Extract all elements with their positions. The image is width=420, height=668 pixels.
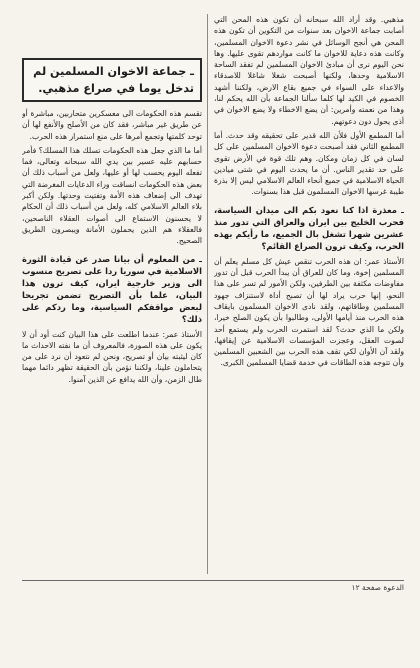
footer-rule (22, 580, 404, 581)
paragraph: مذهبي. وقد أراد الله سبحانه أن تكون هذه المحن التي أصابت جماعة الاخوان بعد سنوات من التكوين أن تكون هذه المحن هي أنجح الوسائل في نشر دعوة الاخوان المسلمين، وكانت هذه دعاية للاخوان ما كانت مواردهم تقوى عليها. وها نحن اليوم نرى أن مبادئ الاخوان المسلمين لم تفقد الساحة الاسلامية وحدها، ولكنها أصبحت شغلا شاغلا للاصدقاء والاعداء على السواء في جميع بقاع الارض، ولكننا أشهد الخصوم في الكيد لها كلما سألنا الجماعة بأن الله يحكم لنا، وهذا من نعمته وأمرين: أن يضع الاخطاء ولا يضع الاخوان في أذى يحول دون دعوتهم. (214, 15, 404, 126)
interview-question: ـ من المعلوم أن بيانا صدر عن قيادة الثورة الاسلامية في سوريا ردا على تصريح منسوب الى وزير خارجية ايران، كيف ترون هذا البيان، علما بأن التصريح تضمن تجريحا لبعض مواقفكم السياسية، وما ردكم على ذلك؟ (22, 253, 202, 324)
footer-label: الدعوة صفحة ١٢ (351, 583, 404, 592)
interview-answer: الأستاذ عمر: ان هذه الحرب تنقص عيش كل مسلم يعلم أن المسلمين إخوة، وما كان للعراق أن يبدأ الحرب قبل أن تدور مفاوضات مكثفة بين الطرفين، ولكن الأمور لم تسر على هذا النحو، إنها حرب يراد لها أن تصبح أداة لاستنزاف جهود المسلمين وطاقاتهم، ولقد نادى الاخوان المسلمون بايقاف هذه الحرب منذ أيامها الأولى، وطالبوا بأن يكون الصلح خيرا، ولكن ما الذي حدث؟ لقد استمرت الحرب ولم يستمع أحد لصوت العقل، وعجزت المؤسسات الاسلامية عن إيقافها، ولقد آن الأوان لكي تقف هذه الحرب بين الشعبين المسلمين وأن تتوجه هذه الطاقات في خدمة قضايا المسلمين الكبرى. (214, 256, 404, 368)
paragraph: أما المطمع الأول فلأن الله قدير على تحقيقه وقد حدث. أما المطمع الثاني فقد أصبحت دعوة الاخوان المسلمين على كل لسان في كل زمان ومكان. وهم تلك قوة في الأرض تقوى على حد تقدير الناس. أن ما يحدث اليوم في شتى ميادين الحياة الاسلامية في جميع أنحاء العالم الاسلامي ليس إلا بذرة طيبة غرسها الاخوان المسلمون قبل هذا بسنوات. (214, 130, 404, 197)
column-divider (207, 14, 208, 574)
page-title: ـ جماعة الاخوان المسلمين لم تدخل يوما في صراع مذهبي. (22, 58, 202, 102)
interview-answer: الأستاذ عمر: عندما اطلعت على هذا البيان كنت أود أن لا يكون على هذه الصورة، فالمعروف أن ما نفته الاحداث ما كان ليثبته بيان أو تصريح، ونحن لم نتعود أن نرد على من يتحاملون علينا، ولكننا نؤمن بأن الحقيقة تظهر دائما مهما طال الزمن، وأن الله يدافع عن الذين آمنوا. (22, 329, 202, 384)
paragraph: تقسم هذه الحكومات الى معسكرين متحاربين، مباشرة أو عن طريق غير مباشر، فقد كان من الأصلح والأنفع لها أن توحد كلمتها وتجمع أمرها على منع استمرار هذه الحرب. (22, 109, 202, 141)
page-footer (0, 580, 420, 596)
right-column (214, 14, 404, 574)
paragraph: أما ما الذي جعل هذه الحكومات تسلك هذا المسلك؟ فأمر حسابهم عليه عسير بين يدي الله سبحانه وتعالى، فما تفعله اليوم يحسب لها أو عليها، ولعل من أسباب ذلك أن بعض هذه الحكومات انساقت وراء الدعايات المغرضة التي تهدف الى إضعاف هذه الأمة وتفتيت وحدتها. ولكن أكبر بلاء العالم الاسلامي كله، ولعل من أسباب ذلك أن الحكام لا يحسنون الاستماع الى أصوات العقلاء الناصحين، فالعقلاء هم الذين يحملون الأمانة ويبصرون الطريق الصحيح. (22, 145, 202, 246)
interview-question: ـ معذرة اذا كنا نعود بكم الى ميدان السياسة، فحرب الخليج بين ايران والعراق التي تدور منذ عشرين شهرا تشغل بال الجميع، ما رأيكم بهذه الحرب، وكيف ترون الصراع القائم؟ (214, 204, 404, 251)
